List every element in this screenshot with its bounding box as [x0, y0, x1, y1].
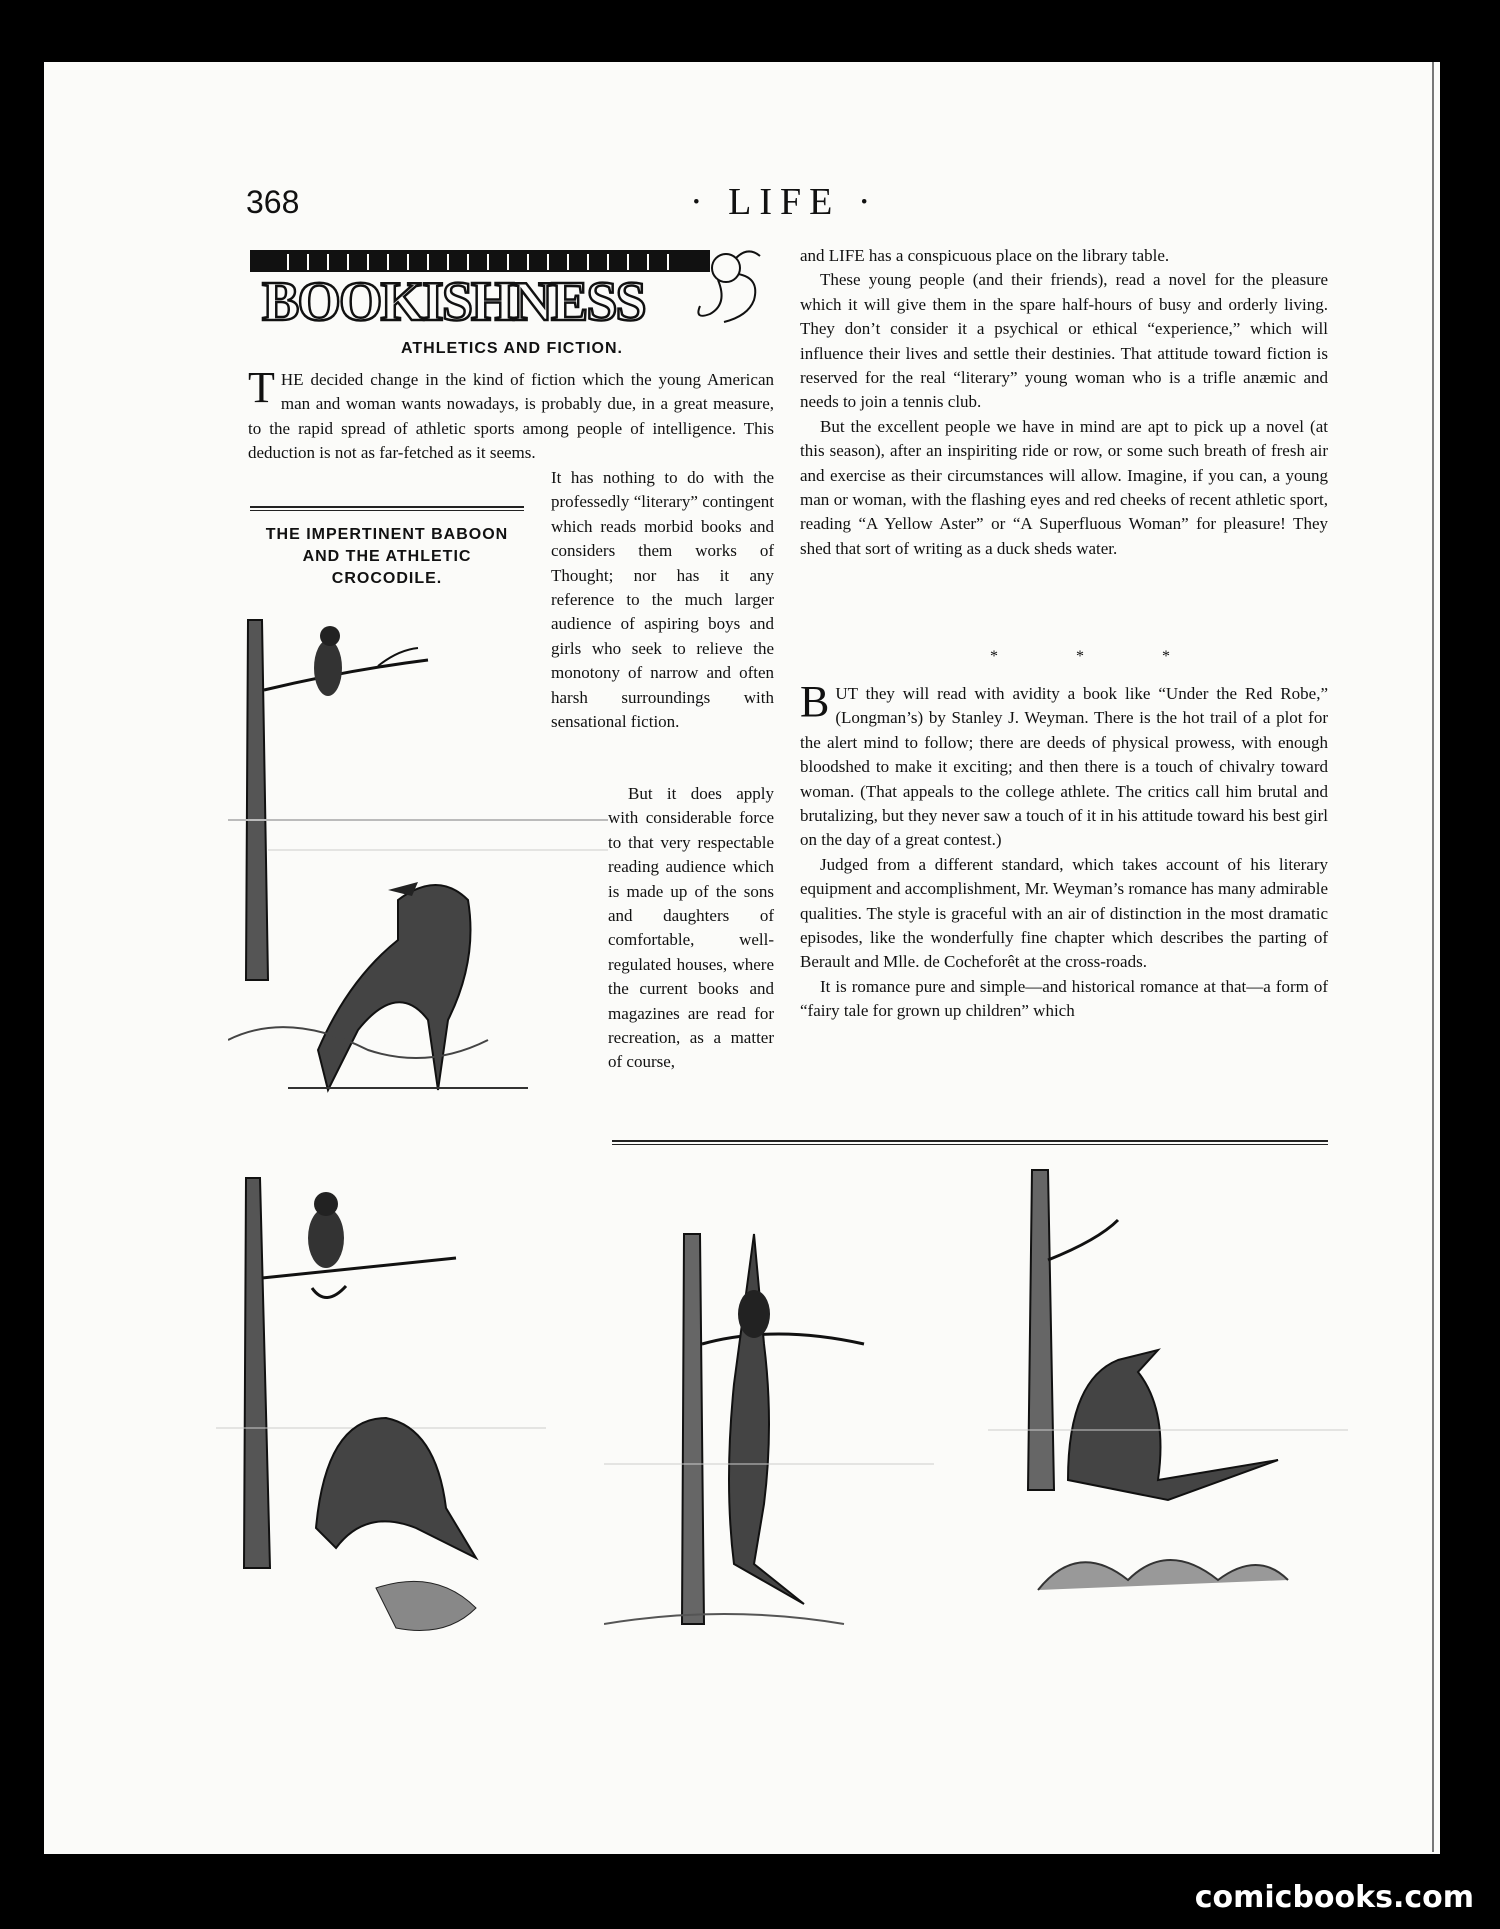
- bookishness-lettering: BOOKISHNESS: [262, 271, 645, 333]
- article-part-2: [800, 677, 1329, 1024]
- col3-para-3: But the excellent people we have in mind are apt to pick up a novel (at this season), after an inspiriting ride or row, or some such breath of fresh air and exercise as their circumstances will allow. Imagine, if you can, a young man or woman, with the flashing eyes and red cheeks of recent athletic sport, reading “A Yellow Aster” or “A Superfluous Woman” for pleasure! They shed that sort of writing as a duck sheds water.: [800, 416, 1328, 558]
- illustration-baboon-crocodile-4: [988, 1160, 1348, 1620]
- column-2-text-a: It has nothing to do with the professedly “literary” contingent which reads morbid books and considers them works of Thought; nor has it any reference to the much larger audience of aspiring boys and girls who seek to relieve the monotony of narrow and often harsh surroundings with sensational fiction.: [551, 468, 774, 732]
- illustration-baboon-crocodile-3: [604, 1224, 934, 1644]
- article-column-2-lower: [608, 782, 774, 1075]
- part2-para-2: Judged from a different standard, which takes account of his literary equipment and accomplishment, Mr. Weyman’s romance has many admirable qualities. The style is graceful with an air of distinction in the most dramatic episodes, like the wonderfully fine chapter which describes the parting of Berault and Mlle. de Cocheforêt at the cross-roads.: [800, 854, 1329, 972]
- magazine-title: · LIFE ·: [690, 181, 879, 223]
- article-column-3: [800, 244, 1328, 561]
- illustration-baboon-crocodile-1: [228, 600, 608, 1100]
- article-title: ATHLETICS AND FICTION.: [401, 340, 623, 357]
- lead-text: HE decided change in the kind of fiction which the young American man and woman wants nowadays, is probably due, in a great measure, to the rapid spread of athletic sports among people of intelligence. This deduction is not as far-fetched as it seems.: [248, 370, 774, 463]
- page-number: 368: [246, 184, 300, 220]
- page-spine-edge: [1432, 62, 1434, 1852]
- part2-para-1: BUT they will read with avidity a book like “Under the Red Robe,” (Longman’s) by Stanley J. Weyman. There is the hot trail of a plot for the alert mind to follow; there are deeds of physical prowess, with enough bloodshed to make it exciting; and then there is a touch of chivalry toward woman. (That appeals to the college athlete. The critics call him brutal and brutalizing, but they never saw a touch of it in his attitude toward his best girl on the day of a great contest.): [800, 677, 1328, 850]
- star-2: *: [1076, 648, 1084, 665]
- site-watermark: comicbooks.com: [1194, 1880, 1474, 1915]
- col3-para-2: These young people (and their friends), read a novel for the pleasure which it will give them in the spare half-hours of busy and orderly living. They don’t consider it a psychical or ethical “experience,” which will influence their lives and settle their destinies. That attitude toward fiction is reserved for the real “literary” young woman who is a trifle anæmic and needs to join a tennis club.: [800, 270, 1328, 412]
- col3-para-1: and LIFE has a conspicuous place on the library table.: [800, 246, 1170, 265]
- cartoon-title: THE IMPERTINENT BABOON AND THE ATHLETIC CROCODILE.: [265, 526, 509, 587]
- bookishness-banner-ornament: [248, 244, 768, 334]
- illustration-baboon-crocodile-2: [216, 1168, 546, 1658]
- article-lead-paragraph: [248, 363, 774, 466]
- bottom-section-rule: [612, 1140, 1328, 1145]
- star-1: *: [990, 648, 998, 665]
- drop-cap-b: B: [800, 677, 830, 726]
- drop-cap-t: T: [248, 363, 275, 412]
- column-2-text-b: But it does apply with considerable force to that very respectable reading audience which is made up of the sons and daughters of comfortable, well-regulated houses, where the current books and magazines are read for recreation, as a matter of course,: [608, 784, 774, 1072]
- star-3: *: [1162, 648, 1170, 665]
- cartoon-title-rule: [250, 506, 524, 511]
- part2-para-3: It is romance pure and simple—and historical romance at that—a form of “fairy tale for grown up children” which: [800, 976, 1328, 1021]
- section-break-stars: [990, 648, 1170, 666]
